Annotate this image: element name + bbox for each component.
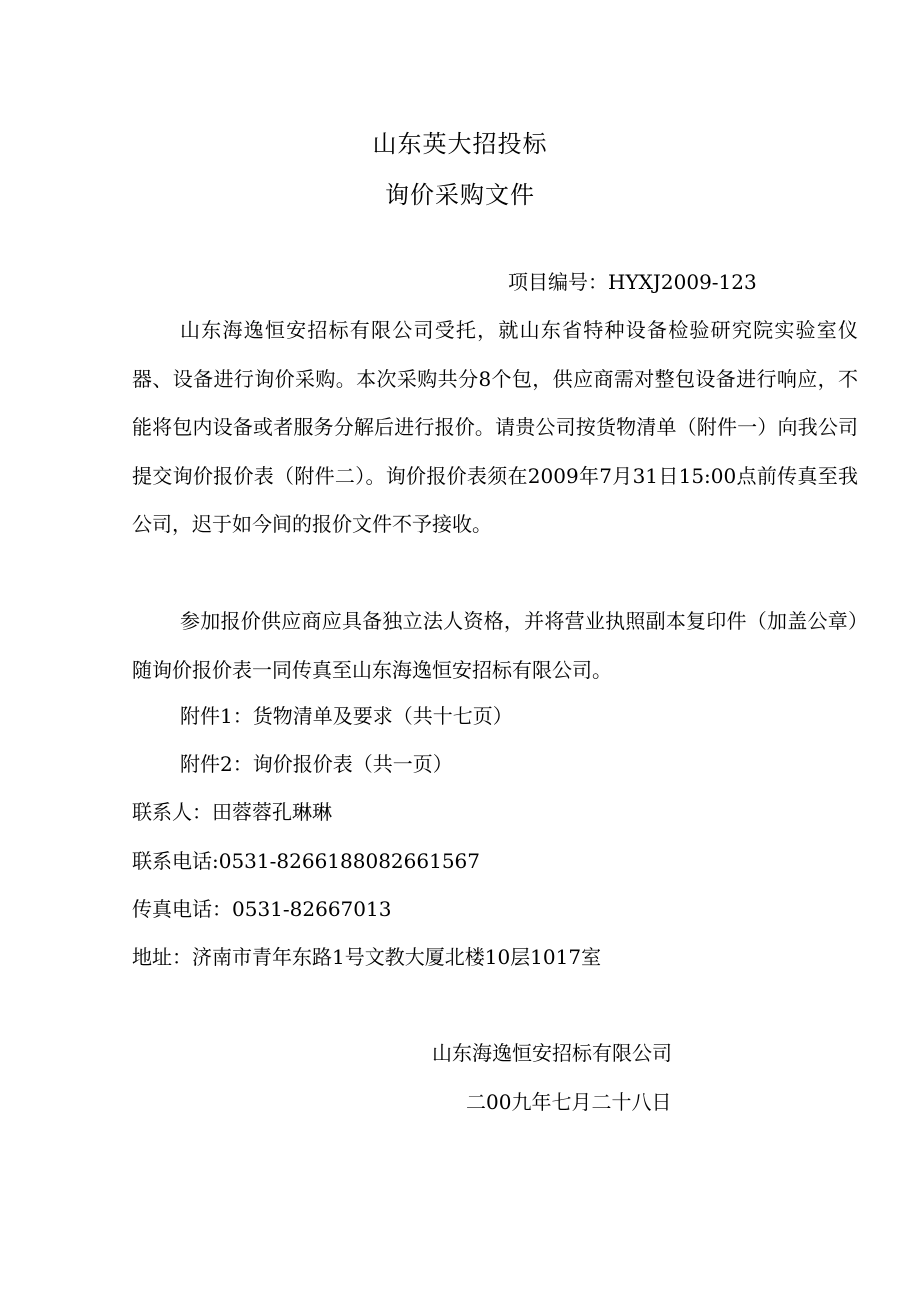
- attachment-1: 附件1：货物清单及要求（共十七页）: [180, 704, 513, 728]
- contact-phone: 联系电话:0531-8266188082661567: [132, 849, 480, 873]
- contact-address: 地址：济南市青年东路1号文教大厦北楼10层1017室: [132, 945, 602, 969]
- body-paragraph-1: 山东海逸恒安招标有限公司受托，就山东省特种设备检验研究院实验室仪器、设备进行询价采购。本次采购共分8个包，供应商需对整包设备进行响应，不能将包内设备或者服务分解后进行报价。请贵公司按货物清单（附件一）向我公司提交询价报价表（附件二）。询价报价表须在2009年7月31日15:00点前传真至我公司，迟于如今间的报价文件不予接收。: [132, 318, 858, 536]
- body-paragraph-2: 参加报价供应商应具备独立法人资格，并将营业执照副本复印件（加盖公章）随询价报价表一同传真至山东海逸恒安招标有限公司。: [132, 609, 858, 682]
- attachment-2: 附件2：询价报价表（共一页）: [180, 752, 453, 776]
- signature-company: 山东海逸恒安招标有限公司: [432, 1041, 672, 1065]
- document-subtitle: 询价采购文件: [385, 181, 535, 209]
- signature-date: 二00九年七月二十八日: [466, 1090, 672, 1114]
- contact-fax: 传真电话：0531-82667013: [132, 897, 392, 921]
- contact-person: 联系人：田蓉蓉孔琳琳: [132, 800, 332, 824]
- project-number: 项目编号：HYXJ2009-123: [508, 270, 757, 294]
- document-title: 山东英大招投标: [372, 130, 548, 158]
